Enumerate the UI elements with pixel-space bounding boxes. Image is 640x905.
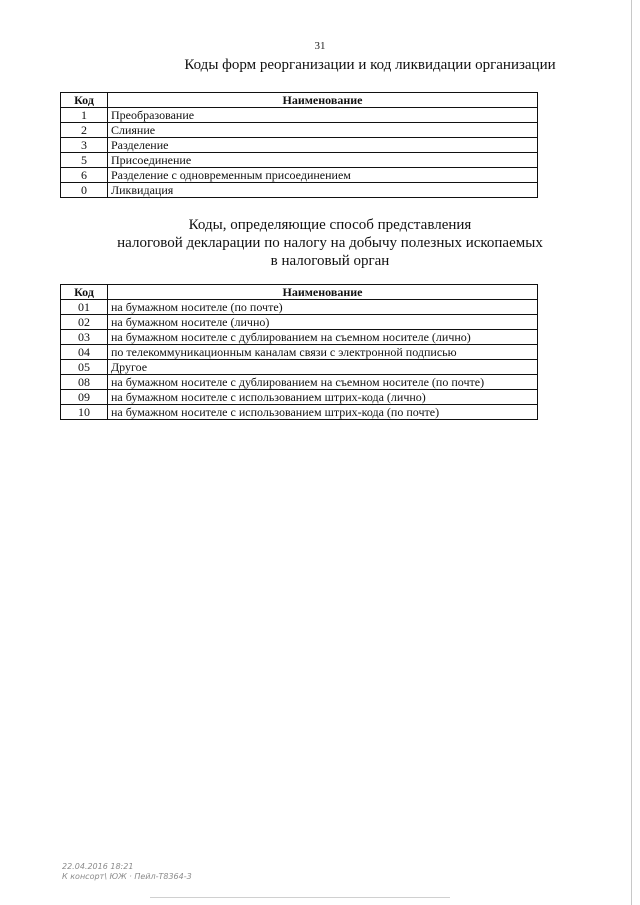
name-cell: Присоединение (108, 153, 538, 168)
scan-edge-line (631, 0, 632, 905)
table-row (61, 300, 538, 315)
name-cell: Разделение с одновременным присоединением (108, 168, 538, 183)
name-cell: Другое (108, 360, 538, 375)
table-row (61, 138, 538, 153)
code-cell: 2 (61, 123, 108, 138)
code-cell: 0 (61, 183, 108, 198)
name-cell: на бумажном носителе с дублированием на съемном носителе (по почте) (108, 375, 538, 390)
code-cell: 5 (61, 153, 108, 168)
table-header-row (61, 285, 538, 300)
section1-title: Коды форм реорганизации и код ликвидации организации (184, 57, 556, 73)
table-row (61, 345, 538, 360)
table-row (61, 153, 538, 168)
section2-title-line: в налоговый орган (270, 253, 390, 269)
code-cell: 02 (61, 315, 108, 330)
name-cell: Преобразование (108, 108, 538, 123)
code-cell: 03 (61, 330, 108, 345)
name-cell: на бумажном носителе с использованием штрих-кода (по почте) (108, 405, 538, 420)
code-cell: 3 (61, 138, 108, 153)
table-row (61, 315, 538, 330)
table-row (61, 330, 538, 345)
name-cell: Ликвидация (108, 183, 538, 198)
column-header-name: Наименование (108, 285, 538, 300)
section2-title-line: Коды, определяющие способ представления (188, 217, 472, 233)
table-row (61, 360, 538, 375)
name-cell: Разделение (108, 138, 538, 153)
code-cell: 1 (61, 108, 108, 123)
name-cell: на бумажном носителе (по почте) (108, 300, 538, 315)
footer-stamp-timestamp: 22.04.2016 18:21 (62, 862, 134, 871)
column-header-name: Наименование (108, 93, 538, 108)
scan-bottom-line (150, 897, 450, 898)
table-row (61, 168, 538, 183)
column-header-code: Код (61, 285, 108, 300)
code-cell: 6 (61, 168, 108, 183)
name-cell: на бумажном носителе с дублированием на съемном носителе (лично) (108, 330, 538, 345)
table-row (61, 390, 538, 405)
table-row (61, 183, 538, 198)
code-cell: 05 (61, 360, 108, 375)
code-cell: 04 (61, 345, 108, 360)
code-cell: 09 (61, 390, 108, 405)
reorganization-codes-table (60, 92, 538, 198)
table-row (61, 405, 538, 420)
code-cell: 08 (61, 375, 108, 390)
name-cell: Слияние (108, 123, 538, 138)
submission-method-codes-table (60, 284, 538, 420)
page-number: 31 (314, 40, 326, 52)
name-cell: на бумажном носителе с использованием штрих-кода (лично) (108, 390, 538, 405)
table-header-row (61, 93, 538, 108)
column-header-code: Код (61, 93, 108, 108)
table-row (61, 123, 538, 138)
code-cell: 01 (61, 300, 108, 315)
code-cell: 10 (61, 405, 108, 420)
footer-stamp-source: К консорт\ ЮЖ · Пейл-Т8364-3 (62, 872, 192, 881)
name-cell: по телекоммуникационным каналам связи с электронной подписью (108, 345, 538, 360)
table-row (61, 108, 538, 123)
section2-title-line: налоговой декларации по налогу на добычу полезных ископаемых (117, 235, 543, 251)
name-cell: на бумажном носителе (лично) (108, 315, 538, 330)
table-row (61, 375, 538, 390)
section2-title (80, 216, 580, 270)
